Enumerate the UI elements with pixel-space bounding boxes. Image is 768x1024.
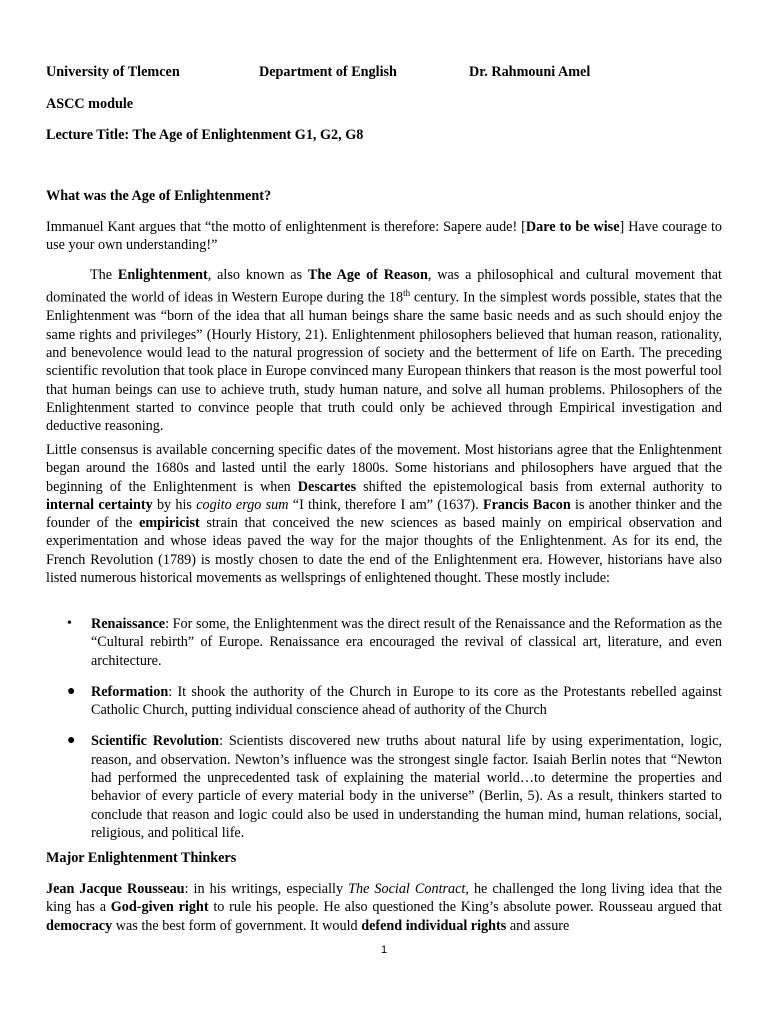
- department-name: Department of English: [259, 64, 397, 80]
- list-item-renaissance: • Renaissance: For some, the Enlightenment was the direct result of the Renaissance and the Reformation as the “Cultural rebirth” of Europe. Renaissance era encouraged the revival of classical art, literature, and even architecture.: [67, 616, 722, 669]
- democracy-term: democracy: [46, 917, 113, 934]
- kant-quote-paragraph: Immanuel Kant argues that “the motto of enlightenment is therefore: Sapere aude! [Dare to be wise] Have courage to use your own understanding!”: [46, 219, 722, 254]
- dare-to-be-wise-term: Dare to be wise: [525, 219, 620, 235]
- defend-individual-rights-term: defend individual rights: [361, 917, 507, 934]
- bullet-icon: ●: [67, 733, 76, 749]
- module-name: ASCC module: [46, 96, 134, 112]
- descartes-term: Descartes: [297, 478, 357, 495]
- empiricist-term: empiricist: [139, 515, 200, 532]
- dates-of-movement-paragraph: Little consensus is available concerning specific dates of the movement. Most historians agree that the Enlightenment began around the 1680s and lasted until the early 1800s. Some historians and philosophers have argued that the beginning of the Enlightenment is when Descartes shifted the epistemological basis from external authority to internal certainty by his cogito ergo sum “I think, therefore I am” (1637). Francis Bacon is another thinker and the founder of the empiricist strain that conceived the new sciences as based mainly on empirical observation and experimentation and whose ideas paved the way for the major thoughts of the Enlightenment. As for its end, the French Revolution (1789) is mostly chosen to date the end of the Enlightenment era. However, historians have also listed numerous historical movements as wellsprings of enlightened thought. These mostly include:: [46, 442, 723, 587]
- cogito-ergo-sum-term: cogito ergo sum: [196, 496, 289, 513]
- internal-certainty-term: internal certainty: [46, 496, 153, 513]
- social-contract-title: The Social Contract: [348, 881, 466, 897]
- enlightenment-definition-paragraph: The Enlightenment, also known as The Age of Reason, was a philosophical and cultural movement that dominated the world of ideas in Western Europe during the 18th century. In the simplest words possible, states that the Enlightenment was “born of the idea that all human beings share the same basic needs and as such should enjoy the same rights and privileges” (Hourly History, 21). Enlightenment philosophers believed that human reason, rationality, and benevolence would lead to the natural progression of society and the betterment of life on Earth. The preceding scientific revolution that took place in Europe convinced many European thinkers that reason is the most powerful tool that human beings can use to achieve truth, study human nature, and solve all human problems. Philosophers of the Enlightenment started to convince people that truth could only be achieved through Empirical investigation and deductive reasoning.: [46, 267, 723, 435]
- list-item-scientific-revolution: ● Scientific Revolution: Scientists discovered new truths about natural life by using experimentation, logic, reason, and observation. Newton’s influence was the strongest single factor. Isaiah Berlin notes that “Newton had performed the unprecedented task of explaining the material world…to determine the properties and behavior of every particle of every material body in the universe” (Berlin, 5). As a result, thinkers started to conclude that reason and logic could also be used in understanding the human mind, human relations, social, religious, and political life.: [67, 733, 722, 841]
- bullet-icon: •: [67, 616, 72, 631]
- rousseau-term: Jean Jacque Rousseau: [46, 881, 185, 897]
- lecture-title: Lecture Title: The Age of Enlightenment G1, G2, G8: [46, 127, 364, 143]
- author-name: Dr. Rahmouni Amel: [469, 64, 591, 80]
- page-number: 1: [380, 944, 388, 956]
- age-of-reason-term: The Age of Reason: [307, 267, 428, 283]
- wellsprings-list: [46, 615, 722, 842]
- list-item-reformation: ● Reformation: It shook the authority of the Church in Europe to its core as the Protestants rebelled against Catholic Church, putting individual conscience ahead of authority of the Church: [67, 683, 722, 719]
- enlightenment-term: Enlightenment: [117, 267, 208, 283]
- francis-bacon-term: Francis Bacon: [482, 496, 571, 513]
- rousseau-paragraph: Jean Jacque Rousseau: in his writings, especially The Social Contract, he challenged the long living idea that the king has a God-given right to rule his people. He also questioned the King’s absolute power. Rousseau argued that democracy was the best form of government. It would defend individual rights and assure: [46, 881, 722, 934]
- section-heading-major-thinkers: Major Enlightenment Thinkers: [46, 850, 237, 866]
- university-name: University of Tlemcen: [46, 64, 180, 80]
- god-given-right-term: God-given right: [110, 899, 209, 916]
- section-heading-age-of-enlightenment: What was the Age of Enlightenment?: [46, 188, 272, 204]
- bullet-icon: ●: [67, 683, 76, 699]
